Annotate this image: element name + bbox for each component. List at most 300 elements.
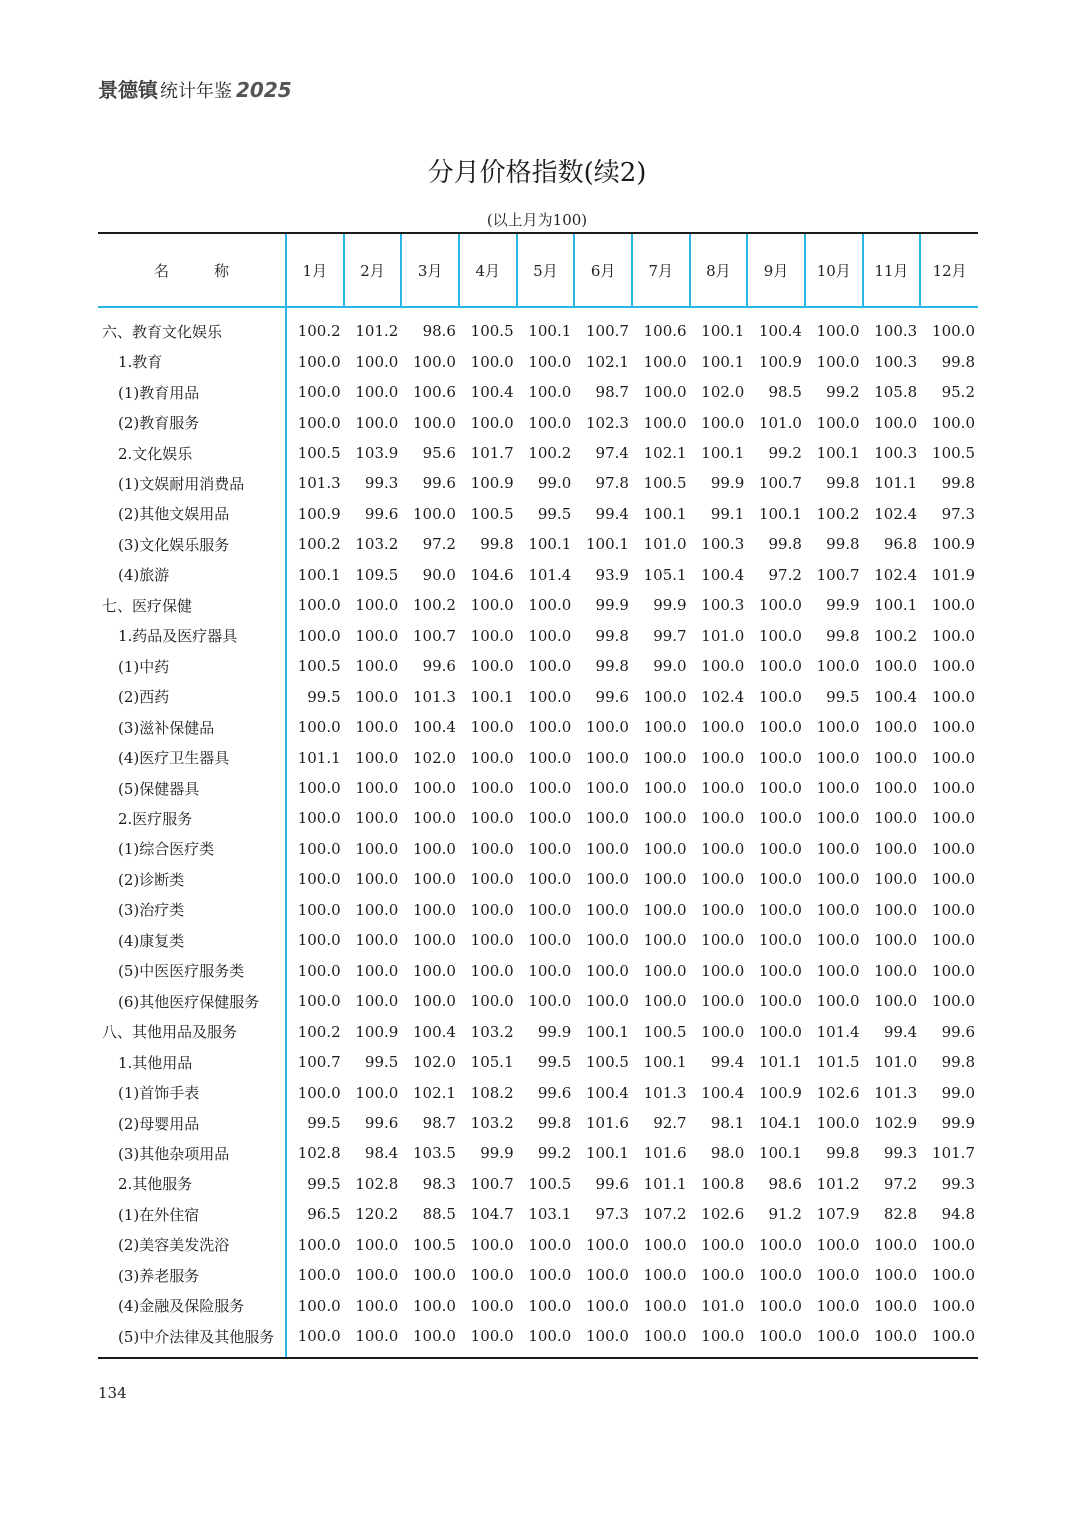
table-row xyxy=(98,773,978,803)
table-row xyxy=(98,377,978,407)
table-cell: 101.7 xyxy=(932,1144,975,1163)
table-row xyxy=(98,1199,978,1229)
table-cell: 102.4 xyxy=(874,565,918,584)
table-cell: 100.0 xyxy=(758,992,802,1011)
table-cell: 103.2 xyxy=(470,1114,514,1132)
table-cell: 100.0 xyxy=(701,1235,745,1254)
table-cell: 82.8 xyxy=(883,1205,918,1224)
table-cell: 100.0 xyxy=(528,383,572,402)
column-header-month: 2月 xyxy=(344,233,402,307)
table-cell: 100.2 xyxy=(528,444,572,463)
table-cell: 100.0 xyxy=(816,1296,860,1315)
table-cell: 100.0 xyxy=(816,352,860,371)
header-book: 统计年鉴 xyxy=(160,81,232,102)
table-cell: 101.3 xyxy=(413,687,456,706)
table-cell: 109.5 xyxy=(355,565,399,584)
row-label: (2)其他文娱用品 xyxy=(118,505,230,524)
row-label: 1.其他用品 xyxy=(118,1053,193,1072)
table-row xyxy=(98,986,978,1016)
table-cell: 100.0 xyxy=(932,657,975,676)
table-cell: 99.6 xyxy=(422,657,456,676)
table-row xyxy=(98,895,978,925)
table-cell: 100.0 xyxy=(701,809,745,828)
table-cell: 100.0 xyxy=(874,992,918,1011)
table-cell: 100.0 xyxy=(286,407,344,437)
table-cell: 100.0 xyxy=(355,748,399,767)
row-label: (4)医疗卫生器具 xyxy=(118,749,230,768)
table-cell: 99.6 xyxy=(364,504,399,523)
table-cell: 100.0 xyxy=(470,900,514,919)
table-cell: 100.1 xyxy=(701,444,745,463)
table-cell: 100.0 xyxy=(286,1077,344,1107)
table-cell: 100.0 xyxy=(816,839,860,858)
table-cell: 99.9 xyxy=(480,1144,514,1163)
table-cell: 105.8 xyxy=(874,383,918,402)
table-cell: 100.0 xyxy=(643,870,687,889)
row-label: (3)治疗类 xyxy=(118,901,185,920)
table-cell: 100.0 xyxy=(585,870,629,889)
table-cell: 100.0 xyxy=(470,352,514,371)
table-cell: 100.0 xyxy=(286,895,344,925)
row-label: (2)美容美发洗浴 xyxy=(118,1236,230,1255)
table-cell: 100.0 xyxy=(528,779,572,798)
table-cell: 100.0 xyxy=(932,413,975,432)
table-row xyxy=(98,1291,978,1321)
table-cell: 100.0 xyxy=(528,626,572,645)
table-cell: 100.0 xyxy=(643,718,687,737)
column-header-month: 8月 xyxy=(690,233,748,307)
table-cell: 107.9 xyxy=(816,1205,860,1224)
table-cell: 100.0 xyxy=(528,687,572,706)
table-cell: 100.0 xyxy=(874,718,918,737)
table-cell: 100.0 xyxy=(470,413,514,432)
table-cell: 99.9 xyxy=(710,474,745,493)
table-row xyxy=(98,712,978,742)
row-label: (3)文化娱乐服务 xyxy=(118,535,230,554)
table-cell: 100.0 xyxy=(816,1266,860,1285)
table-cell: 101.6 xyxy=(585,1114,629,1132)
table-cell: 100.0 xyxy=(528,931,572,950)
table-cell: 100.0 xyxy=(355,1296,399,1315)
table-cell: 99.8 xyxy=(941,474,975,493)
column-header-month: 1月 xyxy=(286,233,344,307)
header-year: 2025 xyxy=(236,78,292,102)
table-cell: 100.0 xyxy=(758,839,802,858)
table-cell: 103.2 xyxy=(470,1022,514,1041)
column-header-month: 3月 xyxy=(401,233,459,307)
table-cell: 105.1 xyxy=(470,1053,514,1072)
table-cell: 100.0 xyxy=(585,809,629,828)
table-cell: 100.0 xyxy=(470,839,514,858)
table-cell: 100.0 xyxy=(459,1321,517,1358)
table-cell: 100.2 xyxy=(286,307,344,346)
table-cell: 98.7 xyxy=(422,1114,456,1132)
table-cell: 100.0 xyxy=(816,718,860,737)
table-cell: 93.9 xyxy=(595,565,629,584)
table-cell: 99.3 xyxy=(364,474,399,493)
table-cell: 100.0 xyxy=(932,900,975,919)
table-cell: 100.7 xyxy=(816,565,860,584)
table-cell: 100.9 xyxy=(758,1083,802,1102)
table-cell: 100.0 xyxy=(643,961,687,980)
table-cell: 100.1 xyxy=(874,596,918,615)
table-cell: 90.0 xyxy=(422,565,456,584)
table-cell: 100.0 xyxy=(932,779,975,798)
table-cell: 100.1 xyxy=(701,352,745,371)
table-cell: 100.0 xyxy=(932,809,975,828)
table-cell: 100.0 xyxy=(355,383,399,402)
table-cell: 100.0 xyxy=(528,1296,572,1315)
table-cell: 100.0 xyxy=(816,657,860,676)
table-cell: 100.0 xyxy=(413,1296,456,1315)
row-label: (1)在外住宿 xyxy=(118,1205,200,1224)
price-index-table xyxy=(98,232,978,1359)
table-cell: 100.0 xyxy=(470,748,514,767)
table-cell: 100.0 xyxy=(286,1291,344,1321)
table-row xyxy=(98,1108,978,1138)
table-cell: 101.9 xyxy=(932,565,975,584)
table-cell: 100.3 xyxy=(874,322,918,341)
table-cell: 100.0 xyxy=(585,961,629,980)
table-cell: 100.0 xyxy=(585,900,629,919)
table-cell: 100.0 xyxy=(701,657,745,676)
table-cell: 98.4 xyxy=(364,1144,399,1163)
table-cell: 100.0 xyxy=(816,1235,860,1254)
table-cell: 100.0 xyxy=(701,1266,745,1285)
table-cell: 102.9 xyxy=(874,1114,918,1132)
table-cell: 100.0 xyxy=(816,413,860,432)
table-cell: 100.0 xyxy=(413,900,456,919)
table-cell: 100.0 xyxy=(932,992,975,1011)
table-cell: 99.7 xyxy=(653,626,687,645)
table-cell: 100.0 xyxy=(528,1235,572,1254)
table-cell: 103.2 xyxy=(355,535,399,554)
table-cell: 101.0 xyxy=(758,413,802,432)
table-cell: 101.3 xyxy=(286,468,344,498)
table-cell: 100.0 xyxy=(585,839,629,858)
table-cell: 100.0 xyxy=(528,718,572,737)
table-cell: 99.8 xyxy=(826,626,860,645)
table-cell: 100.0 xyxy=(355,931,399,950)
table-cell: 99.5 xyxy=(364,1053,399,1072)
table-cell: 100.7 xyxy=(413,626,456,645)
column-header-name: 名 称 xyxy=(98,233,286,307)
table-cell: 98.5 xyxy=(768,383,802,402)
table-cell: 100.1 xyxy=(585,1022,629,1041)
table-cell: 100.0 xyxy=(643,931,687,950)
table-cell: 100.0 xyxy=(528,992,572,1011)
table-cell: 102.6 xyxy=(701,1205,745,1224)
table-cell: 99.8 xyxy=(537,1114,572,1132)
table-cell: 99.8 xyxy=(595,626,629,645)
table-cell: 100.0 xyxy=(701,779,745,798)
table-cell: 100.5 xyxy=(286,438,344,468)
table-cell: 100.0 xyxy=(585,931,629,950)
table-cell: 100.0 xyxy=(874,1235,918,1254)
table-cell: 100.0 xyxy=(470,657,514,676)
table-cell: 97.4 xyxy=(595,444,629,463)
table-cell: 100.0 xyxy=(286,712,344,742)
table-cell: 100.0 xyxy=(585,1296,629,1315)
table-cell: 100.0 xyxy=(470,870,514,889)
table-cell: 100.0 xyxy=(701,748,745,767)
table-cell: 100.0 xyxy=(758,779,802,798)
table-header xyxy=(98,233,978,307)
table-cell: 100.0 xyxy=(528,413,572,432)
table-cell: 100.0 xyxy=(932,596,975,615)
table-cell: 99.0 xyxy=(941,1083,975,1102)
table-cell: 100.0 xyxy=(574,1321,632,1358)
table-cell: 100.0 xyxy=(758,961,802,980)
column-header-month: 5月 xyxy=(517,233,575,307)
row-label: (4)旅游 xyxy=(118,566,170,585)
table-cell: 99.8 xyxy=(941,352,975,371)
table-cell: 100.0 xyxy=(758,596,802,615)
header-city: 景德镇 xyxy=(98,78,158,102)
table-cell: 100.1 xyxy=(816,444,860,463)
table-row xyxy=(98,1260,978,1290)
table-cell: 100.0 xyxy=(643,413,687,432)
table-cell: 98.3 xyxy=(422,1174,456,1193)
table-row xyxy=(98,1077,978,1107)
table-cell: 88.5 xyxy=(422,1205,456,1224)
table-cell: 100.1 xyxy=(585,535,629,554)
table-cell: 100.0 xyxy=(758,1266,802,1285)
table-cell: 100.0 xyxy=(344,1321,402,1358)
page-title: 分月价格指数(续2) xyxy=(427,158,647,188)
table-cell: 100.0 xyxy=(701,931,745,950)
table-row xyxy=(98,651,978,681)
table-cell: 102.0 xyxy=(701,383,745,402)
table-cell: 99.5 xyxy=(537,504,572,523)
table-cell: 97.3 xyxy=(941,504,975,523)
table-cell: 100.0 xyxy=(643,383,687,402)
table-cell: 100.0 xyxy=(874,839,918,858)
table-cell: 100.0 xyxy=(932,931,975,950)
table-cell: 100.2 xyxy=(286,529,344,559)
table-cell: 99.8 xyxy=(941,1053,975,1072)
table-cell: 100.0 xyxy=(528,839,572,858)
table-cell: 100.0 xyxy=(643,748,687,767)
table-cell: 102.8 xyxy=(286,1138,344,1168)
table-cell: 100.0 xyxy=(643,1235,687,1254)
table-row xyxy=(98,560,978,590)
table-cell: 100.0 xyxy=(355,596,399,615)
table-cell: 100.0 xyxy=(643,779,687,798)
table-cell: 100.0 xyxy=(643,809,687,828)
table-subtitle: (以上月为100) xyxy=(486,211,588,229)
table-cell: 100.0 xyxy=(286,621,344,651)
table-cell: 102.4 xyxy=(701,687,745,706)
table-row xyxy=(98,925,978,955)
table-cell: 99.6 xyxy=(941,1022,975,1041)
table-cell: 100.0 xyxy=(355,779,399,798)
table-cell: 99.8 xyxy=(826,474,860,493)
row-label: 六、教育文化娱乐 xyxy=(102,322,223,341)
table-cell: 100.0 xyxy=(874,931,918,950)
table-cell: 101.1 xyxy=(758,1053,802,1072)
column-header-month: 6月 xyxy=(574,233,632,307)
table-cell: 100.7 xyxy=(286,1047,344,1077)
row-label: (1)文娱耐用消费品 xyxy=(118,474,245,493)
table-cell: 100.5 xyxy=(470,322,514,341)
table-cell: 100.0 xyxy=(355,992,399,1011)
table-cell: 100.0 xyxy=(355,687,399,706)
table-row xyxy=(98,681,978,711)
table-cell: 100.0 xyxy=(355,1235,399,1254)
table-cell: 100.0 xyxy=(528,961,572,980)
row-label: (3)养老服务 xyxy=(118,1266,200,1285)
page-number: 134 xyxy=(98,1384,127,1402)
table-cell: 101.2 xyxy=(816,1174,860,1193)
table-cell: 120.2 xyxy=(355,1205,399,1224)
table-cell: 100.0 xyxy=(874,870,918,889)
table-cell: 100.0 xyxy=(413,961,456,980)
table-cell: 100.0 xyxy=(874,900,918,919)
table-cell: 100.3 xyxy=(874,352,918,371)
table-cell: 100.0 xyxy=(470,992,514,1011)
table-cell: 100.0 xyxy=(701,1022,745,1041)
table-cell: 100.0 xyxy=(286,803,344,833)
row-label: (2)教育服务 xyxy=(118,414,200,433)
row-label: (2)西药 xyxy=(118,688,170,707)
table-cell: 99.8 xyxy=(480,535,514,554)
table-cell: 100.7 xyxy=(470,1174,514,1193)
table-row xyxy=(98,1169,978,1199)
table-cell: 100.0 xyxy=(874,413,918,432)
table-cell: 100.5 xyxy=(413,1235,456,1254)
table-cell: 100.0 xyxy=(470,1235,514,1254)
table-row xyxy=(98,529,978,559)
row-label: 2.文化娱乐 xyxy=(118,444,193,463)
table-cell: 102.6 xyxy=(816,1083,860,1102)
table-cell: 100.4 xyxy=(701,1083,745,1102)
table-cell: 100.0 xyxy=(413,992,456,1011)
table-cell: 99.9 xyxy=(826,596,860,615)
table-cell: 100.0 xyxy=(863,1321,921,1358)
table-cell: 99.4 xyxy=(883,1022,918,1041)
table-cell: 100.1 xyxy=(758,504,802,523)
table-cell: 101.4 xyxy=(528,565,572,584)
table-cell: 100.0 xyxy=(517,1321,575,1358)
row-label: (1)中药 xyxy=(118,657,170,676)
row-label: (1)综合医疗类 xyxy=(118,840,215,859)
table-cell: 100.0 xyxy=(470,626,514,645)
table-cell: 100.0 xyxy=(874,1296,918,1315)
table-cell: 101.6 xyxy=(643,1144,687,1163)
table-cell: 103.5 xyxy=(413,1144,456,1163)
row-label: (3)其他杂项用品 xyxy=(118,1144,230,1163)
table-cell: 108.2 xyxy=(470,1083,514,1102)
table-cell: 98.6 xyxy=(422,322,456,341)
table-cell: 102.0 xyxy=(413,748,456,767)
table-row xyxy=(98,1138,978,1168)
table-cell: 100.0 xyxy=(286,1321,344,1358)
table-row xyxy=(98,742,978,772)
table-cell: 100.4 xyxy=(585,1083,629,1102)
table-cell: 100.0 xyxy=(585,779,629,798)
table-row xyxy=(98,468,978,498)
row-label: (6)其他医疗保健服务 xyxy=(118,992,260,1011)
table-cell: 100.0 xyxy=(643,900,687,919)
table-cell: 99.5 xyxy=(286,1108,344,1138)
table-cell: 100.3 xyxy=(701,535,745,554)
table-cell: 102.1 xyxy=(585,352,629,371)
table-cell: 100.0 xyxy=(286,834,344,864)
table-cell: 100.0 xyxy=(758,1296,802,1315)
table-cell: 100.0 xyxy=(643,839,687,858)
table-cell: 100.9 xyxy=(355,1022,399,1041)
table-cell: 100.0 xyxy=(286,956,344,986)
table-cell: 100.0 xyxy=(355,657,399,676)
table-cell: 100.0 xyxy=(874,748,918,767)
table-cell: 95.2 xyxy=(941,383,975,402)
table-cell: 97.3 xyxy=(595,1205,629,1224)
table-cell: 99.9 xyxy=(537,1022,572,1041)
table-cell: 100.0 xyxy=(401,1321,459,1358)
table-cell: 103.9 xyxy=(355,444,399,463)
table-cell: 100.0 xyxy=(932,718,975,737)
table-cell: 100.0 xyxy=(643,1296,687,1315)
table-cell: 98.7 xyxy=(595,383,629,402)
table-cell: 100.0 xyxy=(758,900,802,919)
table-cell: 100.0 xyxy=(413,839,456,858)
table-cell: 100.0 xyxy=(286,590,344,620)
table-cell: 101.0 xyxy=(701,626,745,645)
table-row xyxy=(98,438,978,468)
table-cell: 94.8 xyxy=(941,1205,975,1224)
table-cell: 100.0 xyxy=(528,352,572,371)
table-cell: 100.0 xyxy=(874,657,918,676)
table-cell: 101.0 xyxy=(874,1053,918,1072)
table-cell: 100.0 xyxy=(701,961,745,980)
table-cell: 100.0 xyxy=(932,1266,975,1285)
table-cell: 100.1 xyxy=(528,535,572,554)
table-cell: 100.5 xyxy=(585,1053,629,1072)
table-cell: 99.6 xyxy=(422,474,456,493)
table-cell: 99.5 xyxy=(826,687,860,706)
table-cell: 100.0 xyxy=(874,1266,918,1285)
table-cell: 100.0 xyxy=(643,352,687,371)
table-cell: 100.0 xyxy=(874,779,918,798)
table-cell: 99.6 xyxy=(364,1114,399,1132)
table-cell: 100.2 xyxy=(816,504,860,523)
table-cell: 100.1 xyxy=(470,687,514,706)
table-cell: 99.3 xyxy=(941,1174,975,1193)
table-cell: 100.0 xyxy=(932,687,975,706)
table-cell: 100.0 xyxy=(758,626,802,645)
column-header-month: 7月 xyxy=(632,233,690,307)
table-cell: 100.0 xyxy=(816,931,860,950)
table-cell: 98.6 xyxy=(768,1174,802,1193)
table-cell: 100.0 xyxy=(643,1266,687,1285)
table-cell: 101.7 xyxy=(470,444,514,463)
table-cell: 99.8 xyxy=(826,1144,860,1163)
table-cell: 100.6 xyxy=(643,322,687,341)
table-cell: 100.0 xyxy=(758,687,802,706)
table-cell: 100.4 xyxy=(874,687,918,706)
column-header-month: 10月 xyxy=(805,233,863,307)
table-cell: 100.0 xyxy=(585,718,629,737)
table-cell: 101.0 xyxy=(643,535,687,554)
table-row xyxy=(98,864,978,894)
table-cell: 100.0 xyxy=(470,931,514,950)
table-cell: 100.0 xyxy=(470,1296,514,1315)
table-cell: 100.0 xyxy=(816,809,860,828)
table-cell: 104.6 xyxy=(470,565,514,584)
table-header-row xyxy=(98,233,978,307)
table-cell: 100.1 xyxy=(643,504,687,523)
